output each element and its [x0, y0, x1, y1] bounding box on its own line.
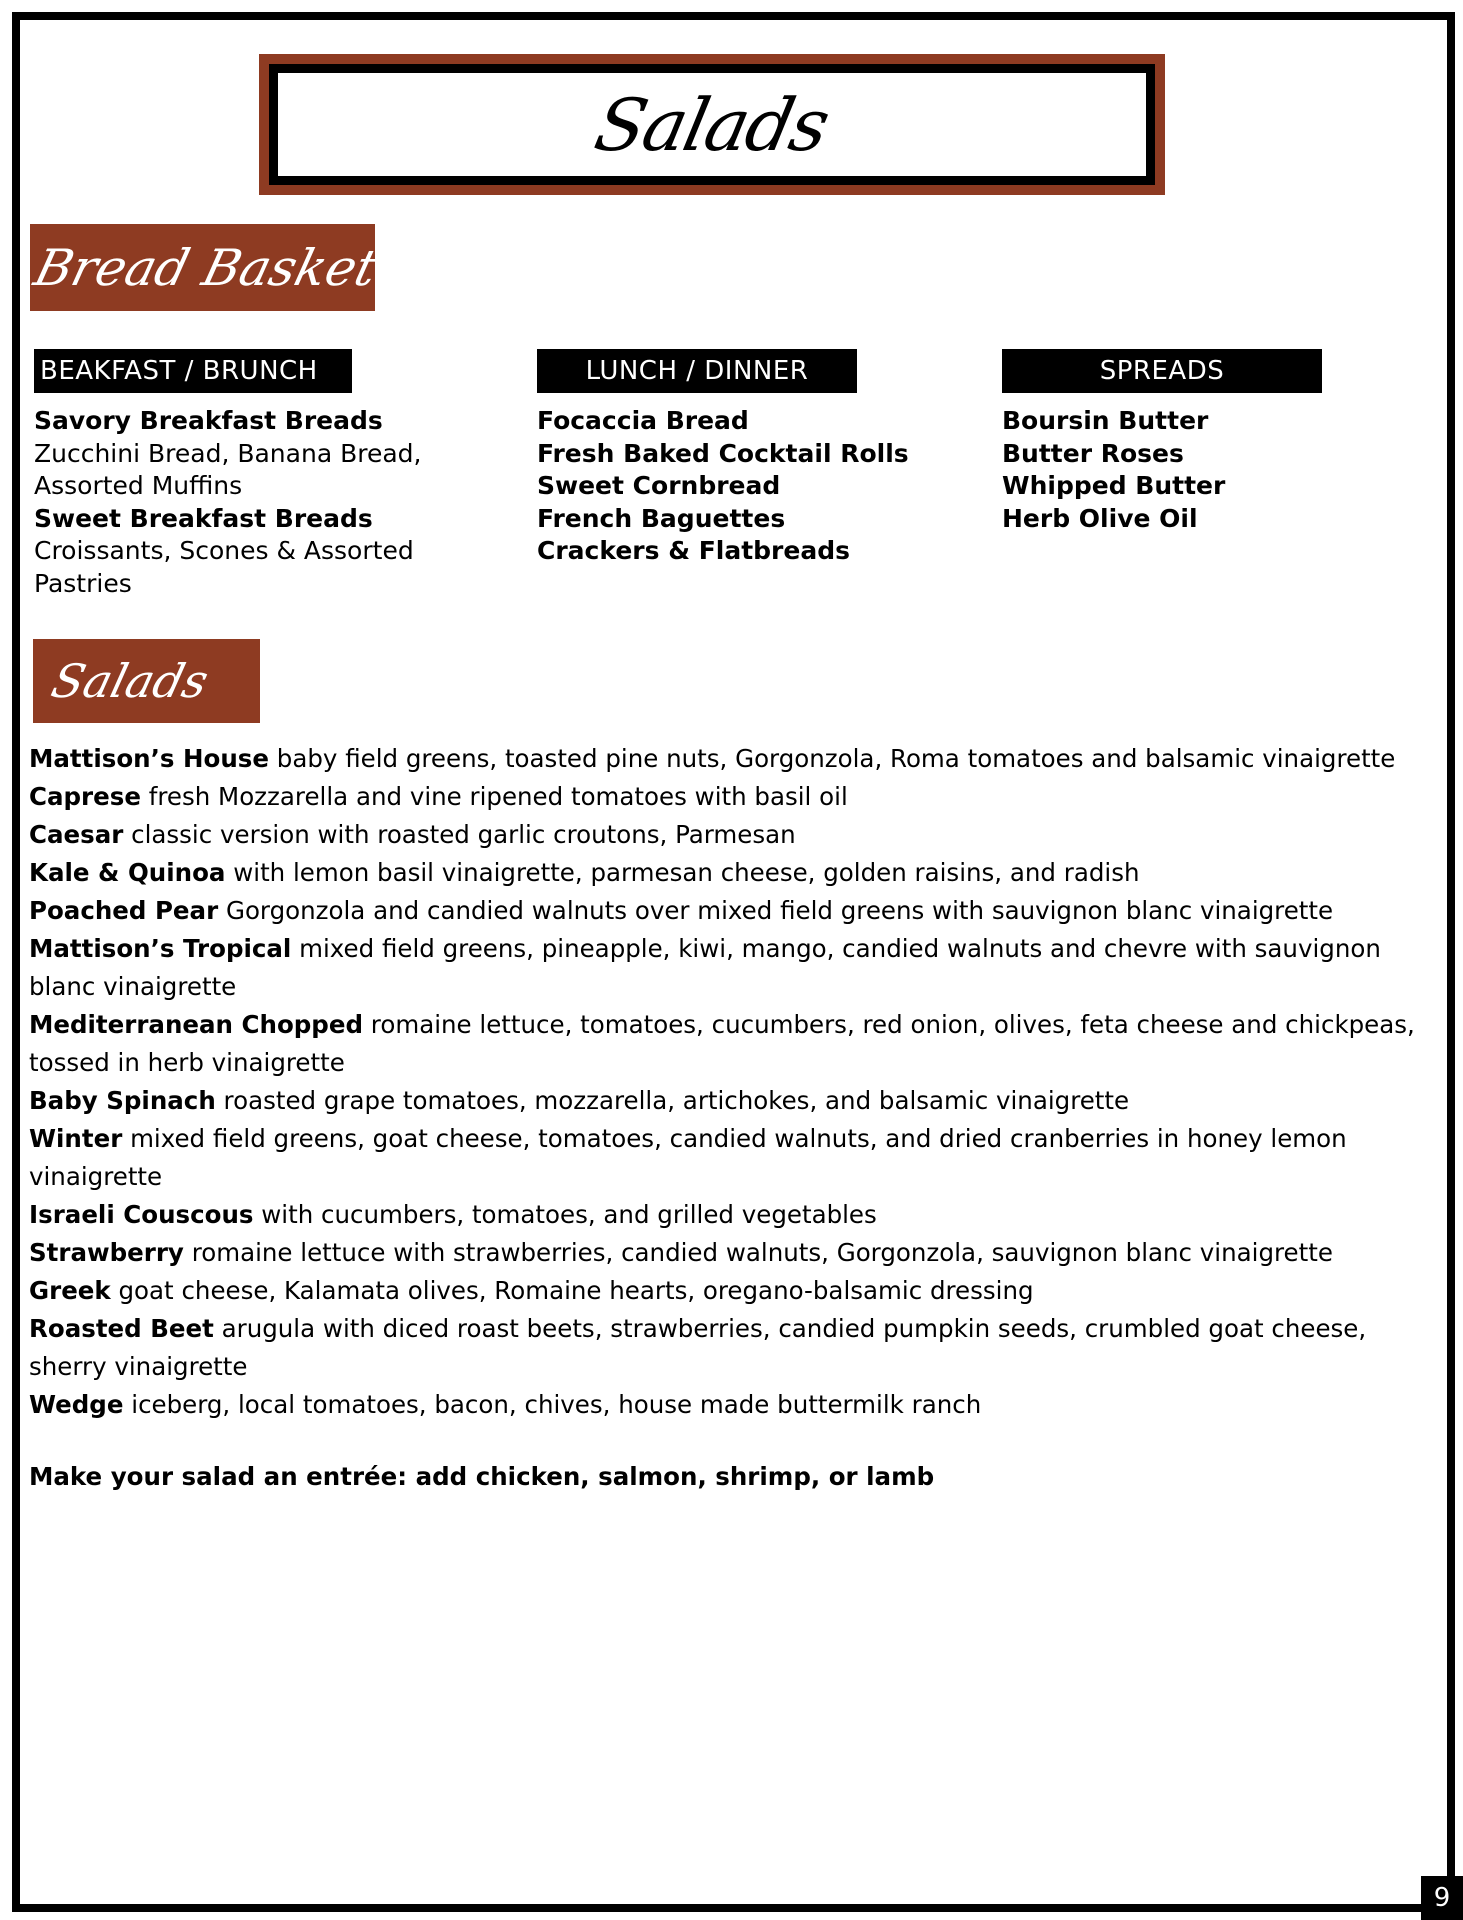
salad-item — [29, 1006, 1429, 1082]
salad-description: classic version with roasted garlic croutons, Parmesan — [123, 820, 796, 849]
salad-item — [29, 1196, 1429, 1234]
lunch-dinner-header: LUNCH / DINNER — [537, 349, 857, 393]
list-item: Fresh Baked Cocktail Rolls — [537, 438, 909, 468]
list-item: Sweet Breakfast Breads — [34, 503, 373, 533]
lunch-dinner-list — [537, 405, 957, 568]
bread-basket-label — [28, 224, 384, 311]
page-title: Salads — [588, 82, 836, 167]
spreads-list — [1002, 405, 1422, 535]
salad-name: Caesar — [29, 820, 124, 849]
salad-item — [29, 740, 1429, 778]
salad-name: Kale & Quinoa — [29, 858, 226, 887]
list-item: Herb Olive Oil — [1002, 503, 1198, 533]
list-item: Boursin Butter — [1002, 406, 1209, 435]
salads-label-text: Salads — [46, 654, 214, 708]
salad-description: mixed field greens, pineapple, kiwi, mango, candied walnuts and chevre with sauvignon blanc vinaigrette — [29, 934, 1381, 1001]
salad-description: romaine lettuce, tomatoes, cucumbers, red onion, olives, feta cheese and chickpeas, tossed in herb vinaigrette — [29, 1010, 1415, 1077]
list-item: French Baguettes — [537, 503, 786, 533]
list-item: Sweet Cornbread — [537, 471, 781, 500]
salad-item — [29, 930, 1429, 1006]
breakfast-brunch-list — [34, 405, 454, 600]
salad-item — [29, 854, 1429, 892]
salad-item — [29, 892, 1429, 930]
list-item: Assorted Muffins — [34, 471, 243, 500]
salad-description: baby field greens, toasted pine nuts, Gorgonzola, Roma tomatoes and balsamic vinaigrette — [269, 744, 1396, 773]
salad-description: with cucumbers, tomatoes, and grilled vegetables — [253, 1200, 877, 1229]
bread-basket-label-text: Bread Basket — [28, 238, 384, 297]
list-item: Crackers & Flatbreads — [537, 536, 850, 565]
salad-name: Israeli Couscous — [29, 1200, 254, 1229]
salad-description: fresh Mozzarella and vine ripened tomatoes with basil oil — [140, 782, 848, 811]
salad-name: Winter — [29, 1124, 123, 1153]
entree-note: Make your salad an entrée: add chicken, salmon, shrimp, or lamb — [29, 1462, 935, 1491]
salad-item — [29, 1386, 1429, 1424]
list-item: Croissants, Scones & Assorted — [34, 536, 414, 565]
salad-description: romaine lettuce with strawberries, candied walnuts, Gorgonzola, sauvignon blanc vinaigrette — [183, 1238, 1333, 1267]
salad-item — [29, 1310, 1429, 1386]
salad-item — [29, 1120, 1429, 1196]
salad-description: with lemon basil vinaigrette, parmesan cheese, golden raisins, and radish — [225, 858, 1140, 887]
salad-name: Roasted Beet — [29, 1314, 214, 1343]
salad-description: mixed field greens, goat cheese, tomatoes, candied walnuts, and dried cranberries in honey lemon vinaigrette — [29, 1124, 1347, 1191]
salad-name: Baby Spinach — [29, 1086, 216, 1115]
page-number: 9 — [1421, 1876, 1463, 1920]
salad-item — [29, 816, 1429, 854]
salad-name: Mattison’s House — [29, 744, 269, 773]
list-item: Pastries — [34, 568, 132, 598]
salad-name: Caprese — [29, 782, 141, 811]
list-item: Butter Roses — [1002, 438, 1184, 468]
salad-item — [29, 778, 1429, 816]
salad-description: goat cheese, Kalamata olives, Romaine hearts, oregano-balsamic dressing — [110, 1276, 1034, 1305]
salad-description: roasted grape tomatoes, mozzarella, artichokes, and balsamic vinaigrette — [215, 1086, 1130, 1115]
list-item: Zucchini Bread, Banana Bread, — [34, 438, 422, 468]
list-item: Whipped Butter — [1002, 471, 1226, 500]
salad-name: Strawberry — [29, 1238, 184, 1267]
salad-list — [29, 740, 1429, 1424]
spreads-header: SPREADS — [1002, 349, 1322, 393]
salad-item — [29, 1234, 1429, 1272]
salad-name: Mediterranean Chopped — [29, 1010, 364, 1039]
salad-item — [29, 1272, 1429, 1310]
title-banner — [259, 54, 1165, 195]
salad-description: Gorgonzola and candied walnuts over mixed field greens with sauvignon blanc vinaigrette — [218, 896, 1334, 925]
salad-name: Poached Pear — [29, 896, 219, 925]
salad-description: iceberg, local tomatoes, bacon, chives, house made buttermilk ranch — [123, 1390, 982, 1419]
salad-name: Greek — [29, 1276, 111, 1305]
list-item: Focaccia Bread — [537, 406, 749, 435]
list-item: Savory Breakfast Breads — [34, 406, 383, 435]
salad-item — [29, 1082, 1429, 1120]
salad-description: arugula with diced roast beets, strawberries, candied pumpkin seeds, crumbled goat cheese, sherry vinaigrette — [29, 1314, 1367, 1381]
breakfast-brunch-header: BEAKFAST / BRUNCH — [34, 349, 352, 393]
title-frame — [269, 64, 1155, 185]
salads-label — [33, 639, 260, 723]
salad-name: Mattison’s Tropical — [29, 934, 292, 963]
salad-name: Wedge — [29, 1390, 124, 1419]
